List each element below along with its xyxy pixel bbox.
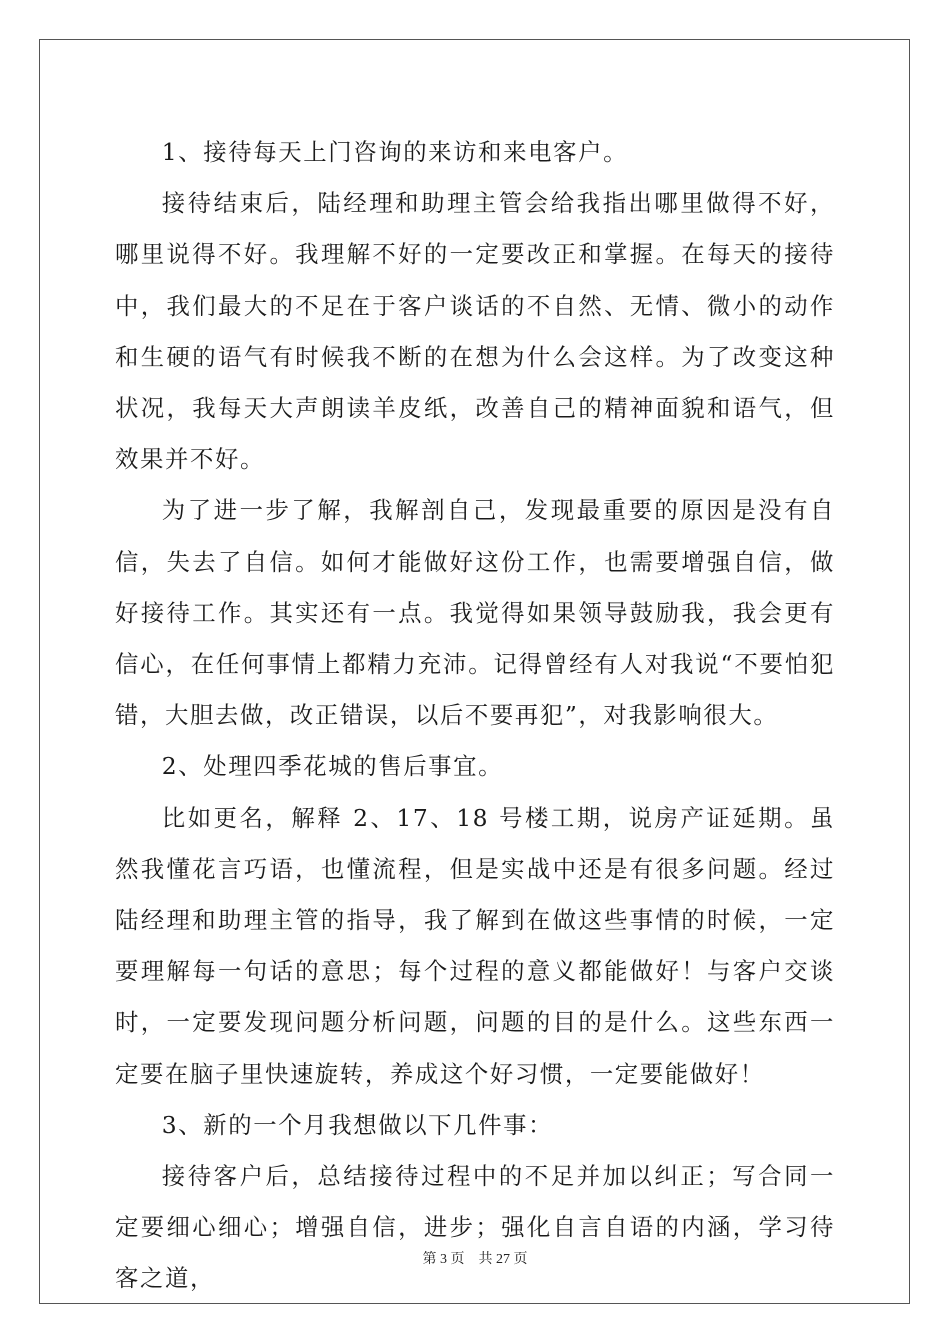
paragraph: 接待客户后，总结接待过程中的不足并加以纠正；写合同一定要细心细心；增强自信，进步；强化自言自语的内涵，学习待客之道，: [115, 1162, 835, 1293]
document-body: [115, 127, 835, 1305]
page-number-footer: 第 3 页 共 27 页: [422, 1252, 528, 1267]
paragraph: 2、处理四季花城的售后事宜。: [161, 752, 504, 781]
paragraph: 比如更名，解释 2、17、18 号楼工期，说房产证延期。虽然我懂花言巧语，也懂流程，但是实战中还是有很多问题。经过陆经理和助理主管的指导，我了解到在做这些事情的时候，一定要理解每一句话的意思；每个过程的意义都能做好！与客户交谈时，一定要发现问题分析问题，问题的目的是什么。这些东西一定要在脑子里快速旋转，养成这个好习惯，一定要能做好！: [115, 803, 835, 1088]
paragraph: 为了进一步了解，我解剖自己，发现最重要的原因是没有自信，失去了自信。如何才能做好这份工作，也需要增强自信，做好接待工作。其实还有一点。我觉得如果领导鼓励我，我会更有信心，在任何事情上都精力充沛。记得曾经有人对我说“不要怕犯错，大胆去做，改正错误，以后不要再犯”，对我影响很大。: [115, 496, 835, 730]
paragraph: 接待结束后，陆经理和助理主管会给我指出哪里做得不好，哪里说得不好。我理解不好的一定要改正和掌握。在每天的接待中，我们最大的不足在于客户谈话的不自然、无情、微小的动作和生硬的语气有时候我不断的在想为什么会这样。为了改变这种状况，我每天大声朗读羊皮纸，改善自己的精神面貌和语气，但效果并不好。: [115, 189, 835, 474]
paragraph: 1、接待每天上门咨询的来访和来电客户。: [161, 138, 629, 166]
paragraph: 3、新的一个月我想做以下几件事：: [161, 1110, 554, 1139]
